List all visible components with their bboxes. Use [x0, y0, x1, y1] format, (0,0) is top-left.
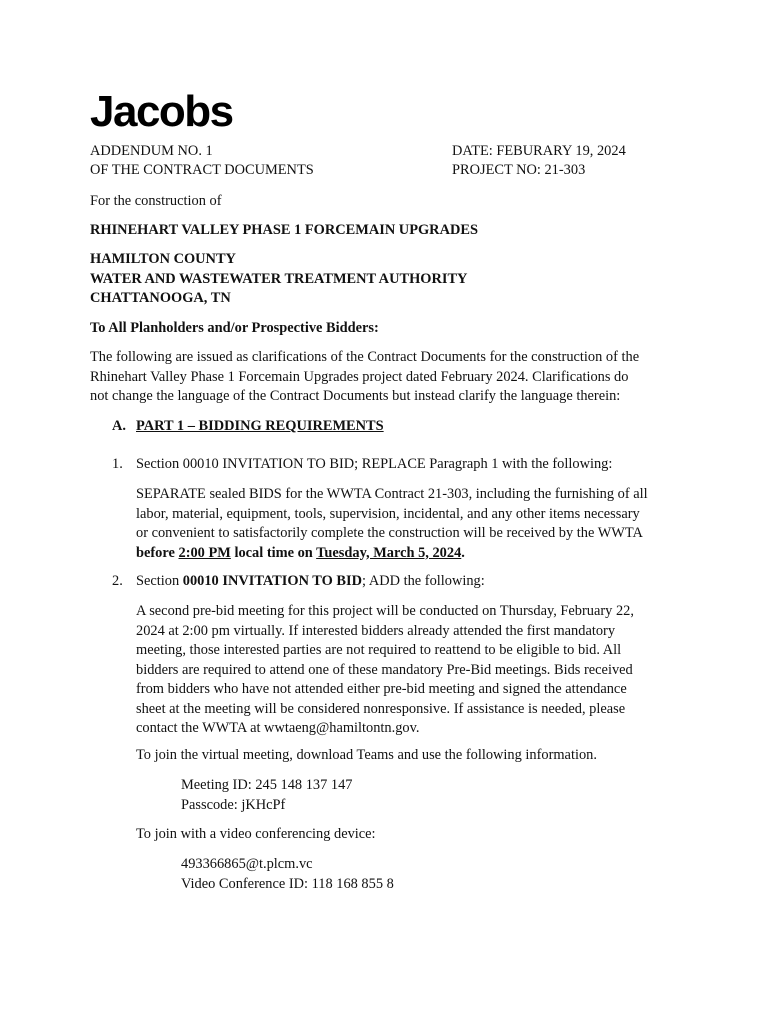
owner-line: HAMILTON COUNTY — [90, 251, 236, 267]
meeting-credentials — [181, 776, 352, 815]
deadline-date: Tuesday, March 5, 2024 — [316, 544, 462, 561]
owner-line: CHATTANOOGA, TN — [90, 290, 231, 306]
item-2-heading — [136, 572, 485, 592]
teams-intro: To join the virtual meeting, download Teams and use the following information. — [136, 747, 597, 763]
paragraph-line: contact the WWTA at wwtaeng@hamiltontn.gov. — [136, 720, 420, 736]
paragraph-line: 2024 at 2:00 pm virtually. If interested bidders already attended the first mandatory — [136, 622, 616, 639]
video-conference-details — [181, 855, 394, 894]
project-title: RHINEHART VALLEY PHASE 1 FORCEMAIN UPGRADES — [90, 222, 478, 238]
addendum-number: ADDENDUM NO. 1 — [90, 143, 213, 159]
paragraph-line: A second pre-bid meeting for this project will be conducted on Thursday, February 22, — [136, 603, 634, 619]
meeting-passcode: Passcode: jKHcPf — [181, 796, 286, 813]
item-number: 1. — [112, 456, 123, 472]
paragraph-line: meeting, those interested parties are not required to reattend to be eligible to bid. All — [136, 642, 622, 658]
item-1-body — [136, 485, 648, 563]
part-title: PART 1 – BIDDING REQUIREMENTS — [136, 418, 384, 434]
deadline-line — [136, 544, 648, 564]
period: . — [461, 544, 465, 561]
addendum-date: DATE: FEBURARY 19, 2024 — [452, 143, 626, 159]
owner-line: WATER AND WASTEWATER TREATMENT AUTHORITY — [90, 270, 468, 287]
jacobs-logo: Jacobs — [90, 87, 233, 136]
item-1-heading: Section 00010 INVITATION TO BID; REPLACE Paragraph 1 with the following: — [136, 456, 613, 472]
paragraph-line: The following are issued as clarifications of the Contract Documents for the construction of the — [90, 349, 640, 365]
paragraph-line: from bidders who have not attended either pre-bid meeting and signed the attendance — [136, 681, 627, 697]
paragraph-line: bidders are required to attend one of these mandatory Pre-Bid meetings. Bids received — [136, 661, 633, 678]
section-suffix: ; ADD the following: — [362, 573, 485, 589]
section-prefix: Section — [136, 573, 183, 589]
meeting-id: Meeting ID: 245 148 137 147 — [181, 777, 353, 793]
before-text: before — [136, 544, 179, 561]
addendum-of-contract: OF THE CONTRACT DOCUMENTS — [90, 162, 314, 178]
item-number: 2. — [112, 573, 123, 589]
part-letter: A. — [112, 418, 126, 434]
paragraph-line: or convenient to satisfactorily complete the construction will be received by the WWTA — [136, 525, 643, 541]
deadline-time: 2:00 PM — [178, 544, 231, 561]
project-number: PROJECT NO: 21-303 — [452, 162, 586, 178]
paragraph-line: labor, material, equipment, tools, supervision, incidental, and any other items necessary — [136, 505, 640, 522]
paragraph-line: not change the language of the Contract Documents but instead clarify the language therein: — [90, 388, 621, 404]
paragraph-line: sheet at the meeting will be considered nonresponsive. If assistance is needed, please — [136, 700, 626, 717]
video-intro: To join with a video conferencing device: — [136, 826, 376, 842]
item-2-body — [136, 602, 634, 739]
for-construction-text: For the construction of — [90, 193, 222, 209]
local-time-text: local time on — [230, 544, 317, 561]
video-address: 493366865@t.plcm.vc — [181, 856, 313, 872]
video-conference-id: Video Conference ID: 118 168 855 8 — [181, 875, 394, 892]
paragraph-line: Rhinehart Valley Phase 1 Forcemain Upgrades project dated February 2024. Clarifications do — [90, 368, 629, 385]
owner-address — [90, 250, 467, 309]
paragraph-line: SEPARATE sealed BIDS for the WWTA Contract 21-303, including the furnishing of all — [136, 486, 648, 502]
clarification-paragraph — [90, 348, 639, 407]
salutation: To All Planholders and/or Prospective Bidders: — [90, 320, 379, 336]
section-title: 00010 INVITATION TO BID — [182, 573, 363, 589]
